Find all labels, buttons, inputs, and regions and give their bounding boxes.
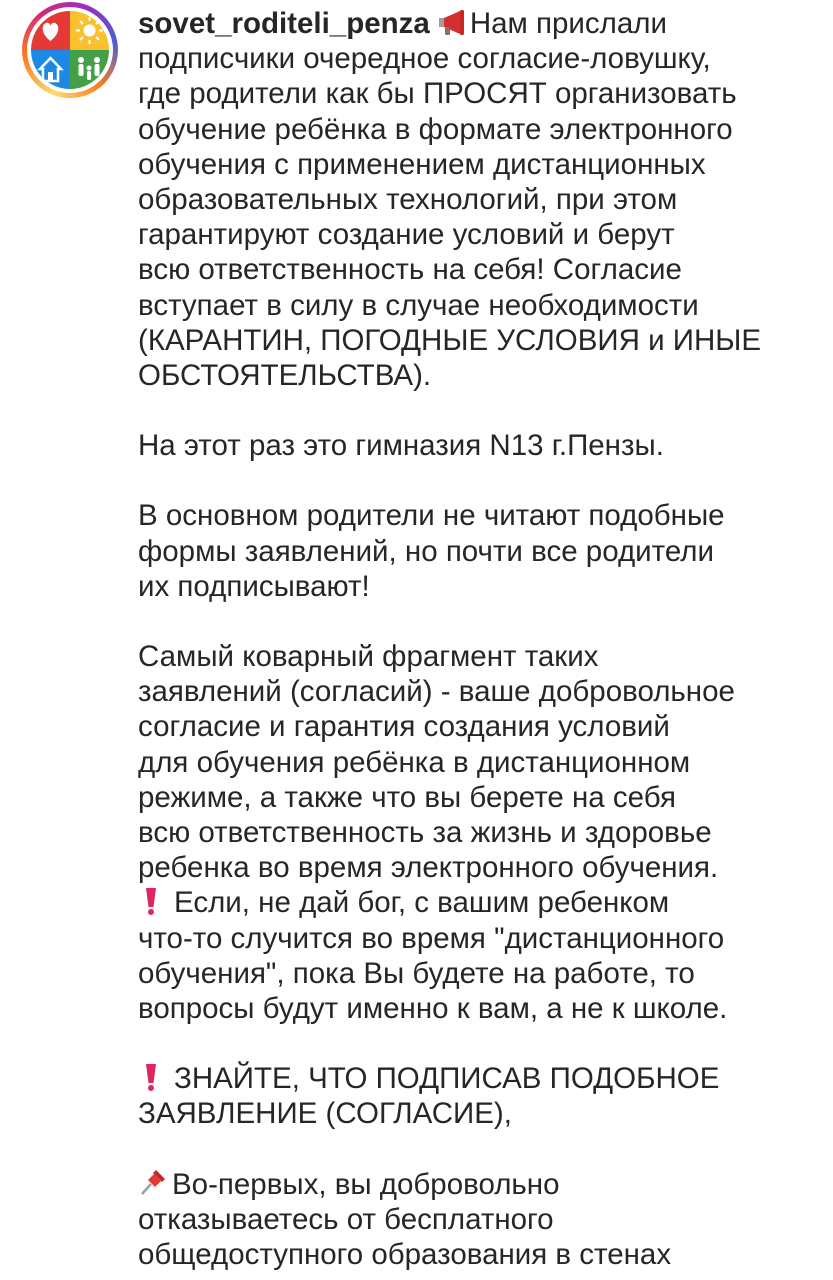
username-link[interactable]: sovet_roditeli_penza: [138, 7, 430, 40]
caption-fragment: Самый коварный фрагмент таких заявлений (согласий) - ваше добровольное согласие и гарантия создания условий для обучения ребёнка в дистанционном режиме, а также что вы берете на себя всю ответственность за жизнь и здоровье ребенка во время электронного обучения.: [138, 640, 735, 885]
paragraph-gap: [138, 393, 818, 428]
megaphone-icon: [438, 10, 468, 36]
caption-parents: В основном родители не читают подобные формы заявлений, но почти все родители их подписывают!: [138, 499, 725, 603]
caption-warning-1-text: Если, не дай бог, с вашим ребенком что-то случится во время "дистанционного обучения", пока Вы будете на работе, то вопросы будут именно к вам, а не к школе.: [138, 886, 728, 1026]
family-house-heart-sun-logo-icon: [31, 11, 109, 89]
caption-point-1-text: Во-первых, вы добровольно отказываетесь от бесплатного общедоступного образования в стенах: [138, 1167, 672, 1272]
paragraph-gap: [138, 1132, 818, 1167]
exclamation-icon: [142, 1062, 160, 1092]
caption-intro-text: Нам прислали подписчики очередное согласие-ловушку, где родители как бы ПРОСЯТ организовать обучение ребёнка в формате электронного обучения с применением дистанционных образовательных технологий, при этом гарантируют создание условий и берут всю ответственность на себя! Согласие вступает в силу в случае необходимости (КАРАНТИН, ПОГОДНЫЕ УСЛОВИЯ и ИНЫЕ ОБСТОЯТЕЛЬСТВА).: [138, 7, 762, 393]
caption-warning-1: [138, 885, 818, 1026]
pushpin-icon: [138, 1167, 168, 1197]
paragraph-gap: [138, 1026, 818, 1061]
paragraph-gap: [138, 463, 818, 498]
post-caption: [138, 6, 818, 1272]
caption-school: На этот раз это гимназия N13 г.Пензы.: [138, 429, 664, 463]
avatar[interactable]: [31, 11, 109, 89]
avatar-frame: [27, 7, 113, 93]
avatar-story-ring[interactable]: [22, 2, 118, 98]
caption-warning-2: [138, 1061, 818, 1131]
exclamation-icon: [142, 886, 160, 916]
caption-point-1: [138, 1167, 818, 1273]
caption-intro: [138, 6, 818, 393]
caption-warning-2-text: ЗНАЙТЕ, ЧТО ПОДПИСАВ ПОДОБНОЕ ЗАЯВЛЕНИЕ (СОГЛАСИЕ),: [138, 1062, 720, 1131]
paragraph-gap: [138, 604, 818, 639]
